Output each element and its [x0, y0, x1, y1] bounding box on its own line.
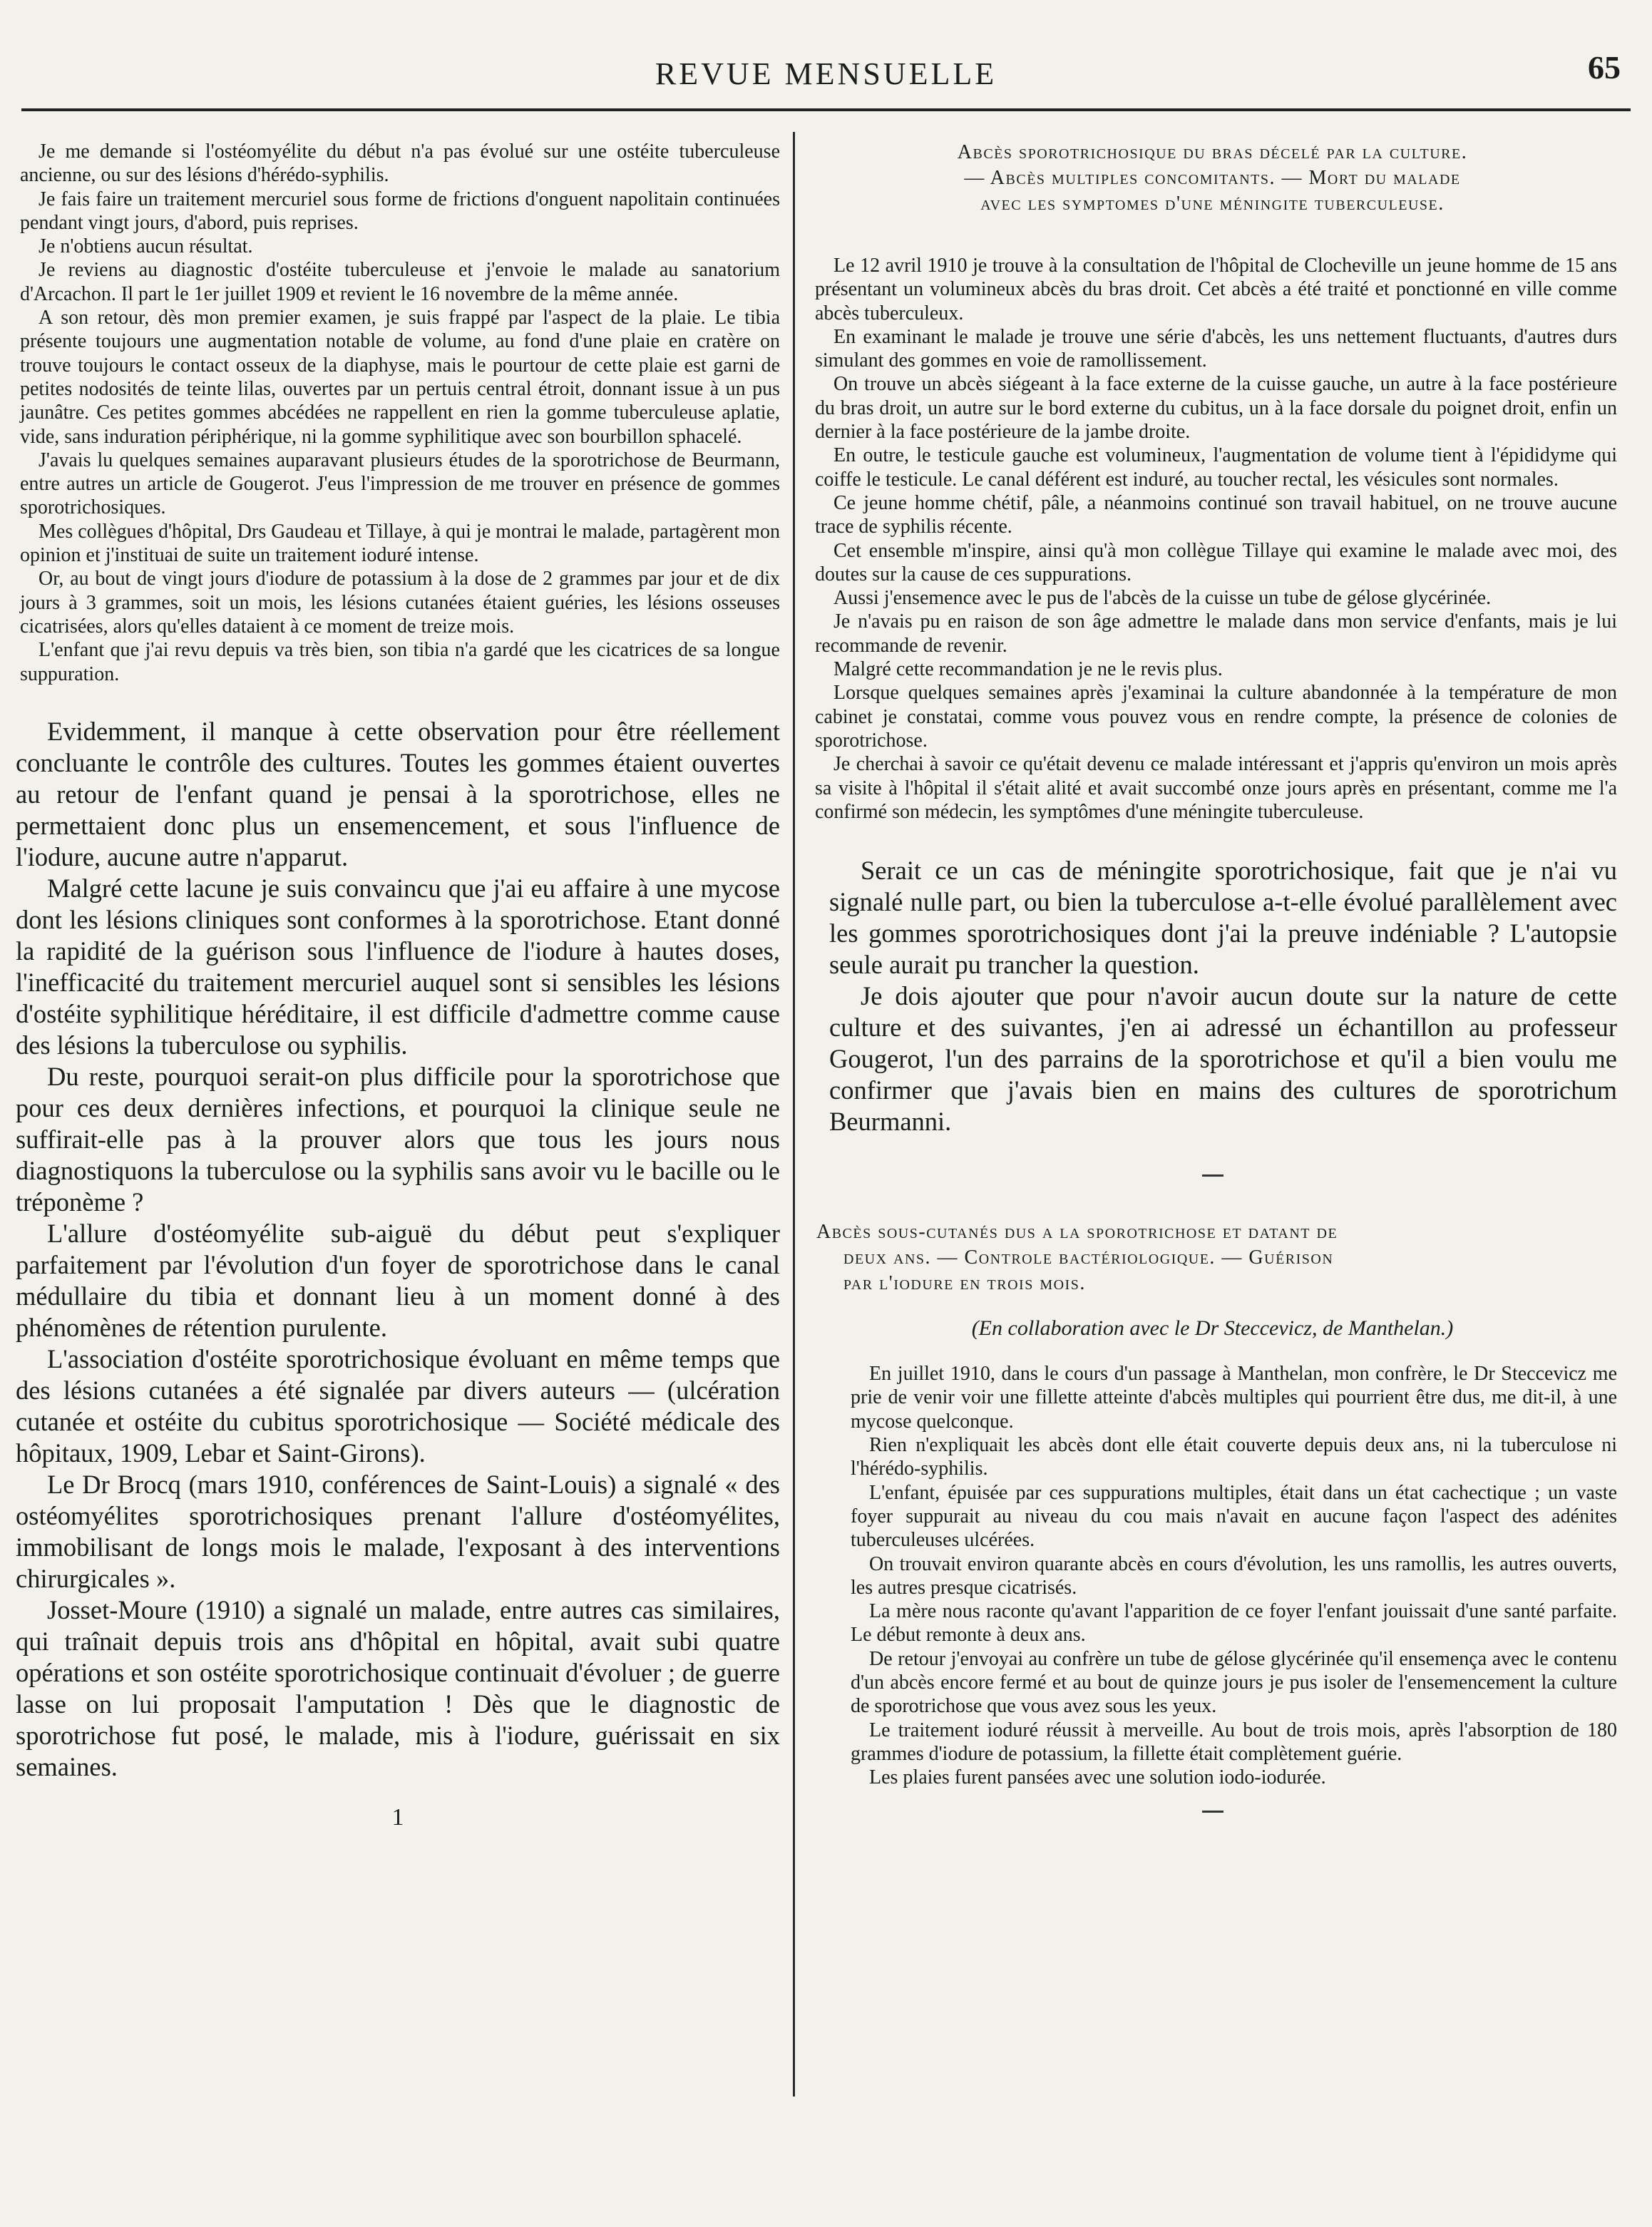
paragraph: Je me demande si l'ostéomyélite du début n'a pas évolué sur une ostéite tuberculeuse ancienne, ou sur des lésions d'hérédo-syphilis.	[20, 140, 780, 187]
section-separator	[1202, 1174, 1223, 1177]
paragraph: Le 12 avril 1910 je trouve à la consultation de l'hôpital de Clocheville un jeune homme de 15 ans présentant un volumineux abcès du bras droit. Cet abcès a été traité et ponctionné en ville comme abcès tuberculeux.	[815, 255, 1617, 324]
paragraph: A son retour, dès mon premier examen, je suis frappé par l'aspect de la plaie. Le tibia présente toujours une augmentation notable de volume, au fond d'une plaie en cratère on trouve toujours le contact osseux de la diaphyse, mais le pourtour de cette plaie est garni de petites nodosités de teinte lilas, ouvertes par un pertuis central étroit, donnant issue à un pus jaunâtre. Ces petites gommes abcédées ne rappellent en rien la gomme tuberculeuse aplatie, vide, sans induration périphérique, ni la gomme syphilitique avec son bourbillon sphacelé.	[20, 307, 780, 448]
collaboration-note: (En collaboration avec le Dr Steccevicz, de Manthelan.)	[971, 1316, 1454, 1341]
heading-line: deux ans. — Controle bactériologique. — Guérison	[843, 1246, 1334, 1269]
paragraph: On trouve un abcès siégeant à la face externe de la cuisse gauche, un autre à la face postérieure du bras droit, un autre sur le bord externe du cubitus, un à la face dorsale du poignet droit, enfin un dernier à la face postérieure de la jambe droite.	[815, 373, 1617, 444]
paragraph: Ce jeune homme chétif, pâle, a néanmoins continué son travail habituel, on ne trouve aucune trace de syphilis récente.	[815, 491, 1617, 538]
heading-line: Abcès sous-cutanés dus a la sporotrichose et datant de	[816, 1221, 1338, 1244]
heading-line: par l'iodure en trois mois.	[843, 1272, 1086, 1295]
paragraph: En outre, le testicule gauche est volumineux, l'augmentation de volume tient à l'épididyme qui coiffe le testicule. Le canal déférent est induré, au toucher rectal, les vésicules sont normales.	[815, 444, 1617, 491]
paragraph: On trouvait environ quarante abcès en cours d'évolution, les uns ramollis, les autres ouverts, les autres presque cicatrisés.	[851, 1552, 1617, 1599]
heading-line: Abcès sporotrichosique du bras décelé par la culture.	[957, 141, 1468, 163]
paragraph: En juillet 1910, dans le cours d'un passage à Manthelan, mon confrère, le Dr Steccevicz me prie de venir voir une fillette atteinte d'abcès multiples qui pourrient être dus, me dit-il, à une mycose quelconque.	[851, 1363, 1617, 1433]
paragraph: Je reviens au diagnostic d'ostéite tuberculeuse et j'envoie le malade au sanatorium d'Arcachon. Il part le 1er juillet 1909 et revient le 16 novembre de la même année.	[20, 259, 780, 305]
paragraph: Or, au bout de vingt jours d'iodure de potassium à la dose de 2 grammes par jour et de dix jours à 3 grammes, soit un mois, les lésions cutanées étaient guéries, les lésions osseuses cicatrisées, alors qu'elles dataient à ce moment de treize mois.	[20, 568, 780, 638]
paragraph: Evidemment, il manque à cette observation pour être réellement concluante le contrôle des cultures. Toutes les gommes étaient ouvertes au retour de l'enfant quand je pensai à la sporotrichose, elles ne permettaient donc plus un ensemencement, et sous l'influence de l'iodure, aucune autre n'apparut.	[16, 716, 780, 871]
right-column	[808, 140, 1617, 1841]
page-number: 65	[1588, 49, 1621, 86]
header-rule	[21, 108, 1631, 111]
paragraph: Je dois ajouter que pour n'avoir aucun doute sur la nature de cette culture et des suivantes, j'en ai adressé un échantillon au professeur Gougerot, l'un des parrains de la sporotrichose et qu'il a bien voulu me confirmer que j'avais bien en mains des cultures de sporotrichum Beurmanni.	[829, 981, 1617, 1137]
paragraph: Lorsque quelques semaines après j'examinai la culture abandonnée à la température de mon cabinet je constatai, comme vous pouvez vous en rendre compte, la présence de colonies de sporotrichose.	[815, 682, 1617, 752]
paragraph: L'association d'ostéite sporotrichosique évoluant en même temps que des lésions cutanées a été signalée par divers auteurs — (ulcération cutanée et ostéite du cubitus sporotrichosique — Société médicale des hôpitaux, 1909, Lebar et Saint-Girons).	[16, 1343, 780, 1468]
column-divider	[793, 132, 795, 2097]
paragraph: L'enfant que j'ai revu depuis va très bien, son tibia n'a gardé que les cicatrices de sa longue suppuration.	[20, 639, 780, 685]
paragraph: Du reste, pourquoi serait-on plus difficile pour la sporotrichose que pour ces deux dernières infections, et pourquoi la clinique seule ne suffirait-elle pas à la prouver alors que tous les jours nous diagnostiquons la tuberculose ou la syphilis sans avoir vu le bacille ou le tréponème ?	[16, 1061, 780, 1217]
paragraph: J'avais lu quelques semaines auparavant plusieurs études de la sporotrichose de Beurmann, entre autres un article de Gougerot. J'eus l'impression de me trouver en présence de gommes sporotrichosiques.	[20, 449, 780, 519]
paragraph: Le traitement ioduré réussit à merveille. Au bout de trois mois, après l'absorption de 180 grammes d'iodure de potassium, la fillette était complètement guérie.	[851, 1719, 1617, 1765]
heading-line: — Abcès multiples concomitants. — Mort du malade	[964, 167, 1461, 189]
paragraph: Je n'obtiens aucun résultat.	[39, 235, 253, 258]
paragraph: En examinant le malade je trouve une série d'abcès, les uns nettement fluctuants, d'autres durs simulant des gommes en voie de ramollissement.	[815, 325, 1617, 372]
paragraph: Josset-Moure (1910) a signalé un malade, entre autres cas similaires, qui traînait depuis trois ans d'hôpital en hôpital, avait subi quatre opérations et son ostéite sporotrichosique continuait d'évoluer ; de guerre lasse on lui proposait l'amputation ! Dès que le diagnostic de sporotrichose fut posé, le malade, mis à l'iodure, guérissait en six semaines.	[16, 1594, 780, 1781]
case-one-heading	[808, 140, 1617, 217]
paragraph: Aussi j'ensemence avec le pus de l'abcès de la cuisse un tube de gélose glycérinée.	[833, 587, 1492, 610]
paragraph: Cet ensemble m'inspire, ainsi qu'à mon collègue Tillaye qui examine le malade avec moi, des doutes sur la cause de ces suppurations.	[815, 539, 1617, 585]
paragraph: L'allure d'ostéomyélite sub-aiguë du début peut s'expliquer parfaitement par l'évolution d'un foyer de sporotrichose dans le canal médullaire du tibia et donnant lieu à un moment donné à des phénomènes de rétention purulente.	[16, 1218, 780, 1342]
heading-line: avec les symptomes d'une méningite tuberculeuse.	[980, 193, 1445, 215]
section-separator	[1202, 1811, 1223, 1813]
bottom-mark: 1	[391, 1803, 404, 1831]
paragraph: Le Dr Brocq (mars 1910, conférences de Saint-Louis) a signalé « des ostéomyélites sporotrichosiques prenant l'allure d'ostéomyélites, immobilisant de longs mois le malade, l'exposant à des interventions chirurgicales ».	[16, 1469, 780, 1593]
paragraph: L'enfant, épuisée par ces suppurations multiples, était dans un état cachectique ; un vaste foyer suppurait au niveau du cou mais n'avait en aucune façon l'aspect des adénites tuberculeuses ulcérées.	[851, 1481, 1617, 1552]
paragraph: Malgré cette lacune je suis convaincu que j'ai eu affaire à une mycose dont les lésions cliniques sont conformes à la sporotrichose. Etant donné la rapidité de la guérison sous l'influence de l'iodure à hautes doses, l'inefficacité du traitement mercuriel auquel sont si sensibles les lésions d'ostéite syphilitique héréditaire, il est difficile d'admettre comme cause des lésions la tuberculose ou syphilis.	[16, 873, 780, 1060]
case-one-observation	[815, 254, 1617, 824]
case-two-observation	[851, 1362, 1617, 1789]
paragraph: Mes collègues d'hôpital, Drs Gaudeau et Tillaye, à qui je montrai le malade, partagèrent mon opinion et j'instituai de suite un traitement ioduré intense.	[20, 520, 780, 567]
paragraph: Malgré cette recommandation je ne le revis plus.	[833, 658, 1223, 681]
case-two-heading	[808, 1219, 1617, 1296]
paragraph: Les plaies furent pansées avec une solution iodo-iodurée.	[869, 1766, 1326, 1789]
paragraph: Rien n'expliquait les abcès dont elle était couverte depuis deux ans, ni la tuberculose ni l'hérédo-syphilis.	[851, 1434, 1617, 1480]
left-column	[16, 140, 780, 1831]
paragraph: Je n'avais pu en raison de son âge admettre le malade dans mon service d'enfants, mais je lui recommande de revenir.	[815, 610, 1617, 657]
page-header	[21, 43, 1631, 100]
case-notes-small-print	[20, 140, 780, 686]
paragraph: La mère nous raconte qu'avant l'apparition de ce foyer l'enfant jouissait d'une santé parfaite. Le début remonte à deux ans.	[851, 1600, 1617, 1647]
paragraph: Je fais faire un traitement mercuriel sous forme de frictions d'onguent napolitain continuées pendant vingt jours, d'abord, puis reprises.	[20, 188, 780, 234]
commentary-body	[16, 716, 780, 1783]
running-title: REVUE MENSUELLE	[655, 56, 997, 91]
paragraph: Je cherchai à savoir ce qu'était devenu ce malade intéressant et j'appris qu'environ un mois après sa visite à l'hôpital il s'était alité et avait succombé onze jours après en présentant, comme me l'a confirmé son médecin, les symptômes d'une méningite tuberculeuse.	[815, 753, 1617, 823]
paragraph: Serait ce un cas de méningite sporotrichosique, fait que je n'ai vu signalé nulle part, ou bien la tuberculose a-t-elle évolué parallèlement avec les gommes sporotrichosiques dont j'ai la preuve indéniable ? L'autopsie seule aurait pu trancher la question.	[829, 856, 1617, 980]
case-one-commentary	[829, 855, 1617, 1137]
paragraph: De retour j'envoyai au confrère un tube de gélose glycérinée qu'il ensemença avec le contenu d'un abcès encore fermé et au bout de quinze jours je pus isoler de l'ensemencement la culture de sporotrichose que vous avez sous les yeux.	[851, 1647, 1617, 1718]
